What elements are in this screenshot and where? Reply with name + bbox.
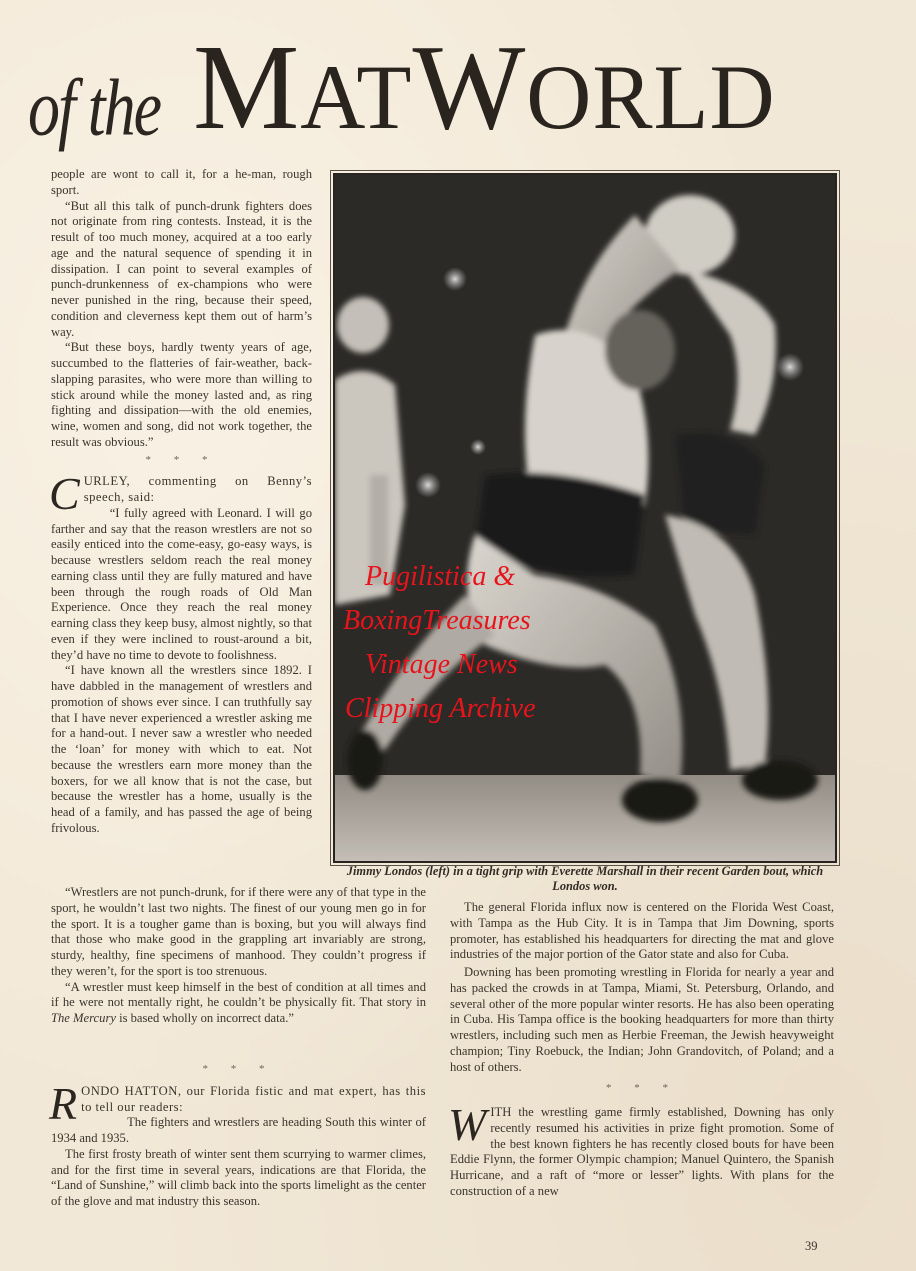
drop-cap: R [49, 1077, 78, 1129]
wide-column [51, 885, 426, 1027]
headline [28, 20, 888, 155]
headline-title: MATWORLD [193, 20, 776, 155]
left-column [51, 167, 312, 837]
paragraph: “But these boys, hardly twenty years of age, succumbed to the flatteries of fair-weather, back-slapping parasites, who were more than willing to stick around while the money lasted and, as ring fighting and dissipation—with the old enemies, wine, women and song, did not work together, the result was obvious.” [51, 340, 312, 449]
rondo-lead-paragraph: RONDO HATTON, our Florida fistic and mat expert, has this to tell our readers: [49, 1077, 426, 1129]
paragraph: Downing has been promoting wrestling in Florida for nearly a year and has packed the crowds in at Tampa, Miami, St. Petersburg, Orlando, and several other of the more popular winter resorts. He has also been operating in Cuba. His Tampa office is the booking headquarters for more than thirty wrestlers, including such men as Herbie Freeman, the Jewish heavyweight champion; Tiny Roebuck, the Indian; John Grandovitch, of Poland; and a host of others. [450, 965, 834, 1074]
watermark: Pugilistica & BoxingTreasures Vintage News Clipping Archive [343, 561, 536, 724]
with-lead-paragraph: WITH the wrestling game firmly established, Downing has only recently resumed his activities in prize fight promotion. Some of the best known fighters he has recently closed bouts for have been Eddie Flynn, the former Olympic champion; Manuel Quintero, the Spanish Hurricane, and a raft of “more or lesser” lights. With plans for the construction of a new [448, 1099, 834, 1198]
drop-cap: W [448, 1099, 487, 1150]
photo-caption: Jimmy Londos (left) in a tight grip with Everette Marshall in their recent Garden bout, which Londos won. [346, 864, 824, 893]
page-number: 39 [805, 1239, 818, 1253]
paragraph: people are wont to call it, for a he-man, rough sport. [51, 167, 312, 197]
curley-lead-paragraph: CURLEY, commenting on Benny’s speech, said: [49, 468, 312, 520]
section-separator: * * * [606, 1082, 678, 1095]
headline-prefix: of the [28, 63, 160, 152]
rondo-hatton-section [51, 1060, 426, 1210]
section-separator: * * * [202, 1063, 275, 1075]
photo-image [335, 175, 835, 861]
right-column [450, 900, 834, 1200]
drop-cap: C [49, 468, 80, 520]
wrestling-photo [333, 173, 837, 863]
publication-title: The Mercury [51, 1011, 116, 1025]
paragraph: The first frosty breath of winter sent them scurrying to warmer climes, and for the first time in several years, indications are that Florida, the “Land of Sunshine,” will climb back into the sports limelight as the center of the glove and mat industry this season. [51, 1146, 426, 1208]
paragraph: “A wrestler must keep himself in the best of condition at all times and if he were not mentally right, he couldn’t be physically fit. That story in The Mercury is based wholly on incorrect data.” [51, 979, 426, 1025]
paragraph: “I fully agreed with Leonard. I will go farther and say that the reason wrestlers are not so easily enticed into the come-easy, go-easy ways, is because wrestlers seldom reach the real money earning class until they are fully matured and have been through the rough roads of Old Man Experience. Once they reach the real money earning class they keep busy, almost nightly, so that even if they were inclined to roust-around a bit, they’d have no time to devote to foolishness. [51, 505, 312, 662]
paragraph: The general Florida influx now is centered on the Florida West Coast, with Tampa as the Hub City. It is in Tampa that Jim Downing, sports promoter, has established his headquarters for directing the mat and glove industries of the major portion of the Gator state and also for Cuba. [450, 900, 834, 962]
paragraph: “I have known all the wrestlers since 1892. I have dabbled in the management of wrestlers and promotion of shows ever since. I can truthfully say that I have never experienced a wrestler asking me for a hand-out. I never saw a wrestler who needed the ‘loan’ for money with which to eat. Not because the wrestlers earn more money than the boxers, for we all know that is not the case, but because the wrestler has a home, usually is the head of a family, and has passed the age of being frivolous. [51, 663, 312, 835]
paragraph: “Wrestlers are not punch-drunk, for if there were any of that type in the sport, he wouldn’t last two nights. The finest of our young men go in for the sport. It is a tougher game than is boxing, but you will always find that those who make good in the grappling art invariably are strong, sturdy, healthy, fine specimens of manhood. They couldn’t progress if they weren’t, for the sport is too strenuous. [51, 885, 426, 978]
paragraph: The fighters and wrestlers are heading South this winter of 1934 and 1935. [51, 1115, 426, 1145]
section-separator: * * * [145, 453, 218, 466]
paragraph: “But all this talk of punch-drunk fighters does not originate from ring contests. Instead, it is the result of too much money, acquired at a too early age and the natural sequence of spending it in dissipation. I can point to several examples of punch-drunkenness of ex-champions who were never punished in the ring, because their speed, condition and cleverness kept them out of harm’s way. [51, 198, 312, 339]
